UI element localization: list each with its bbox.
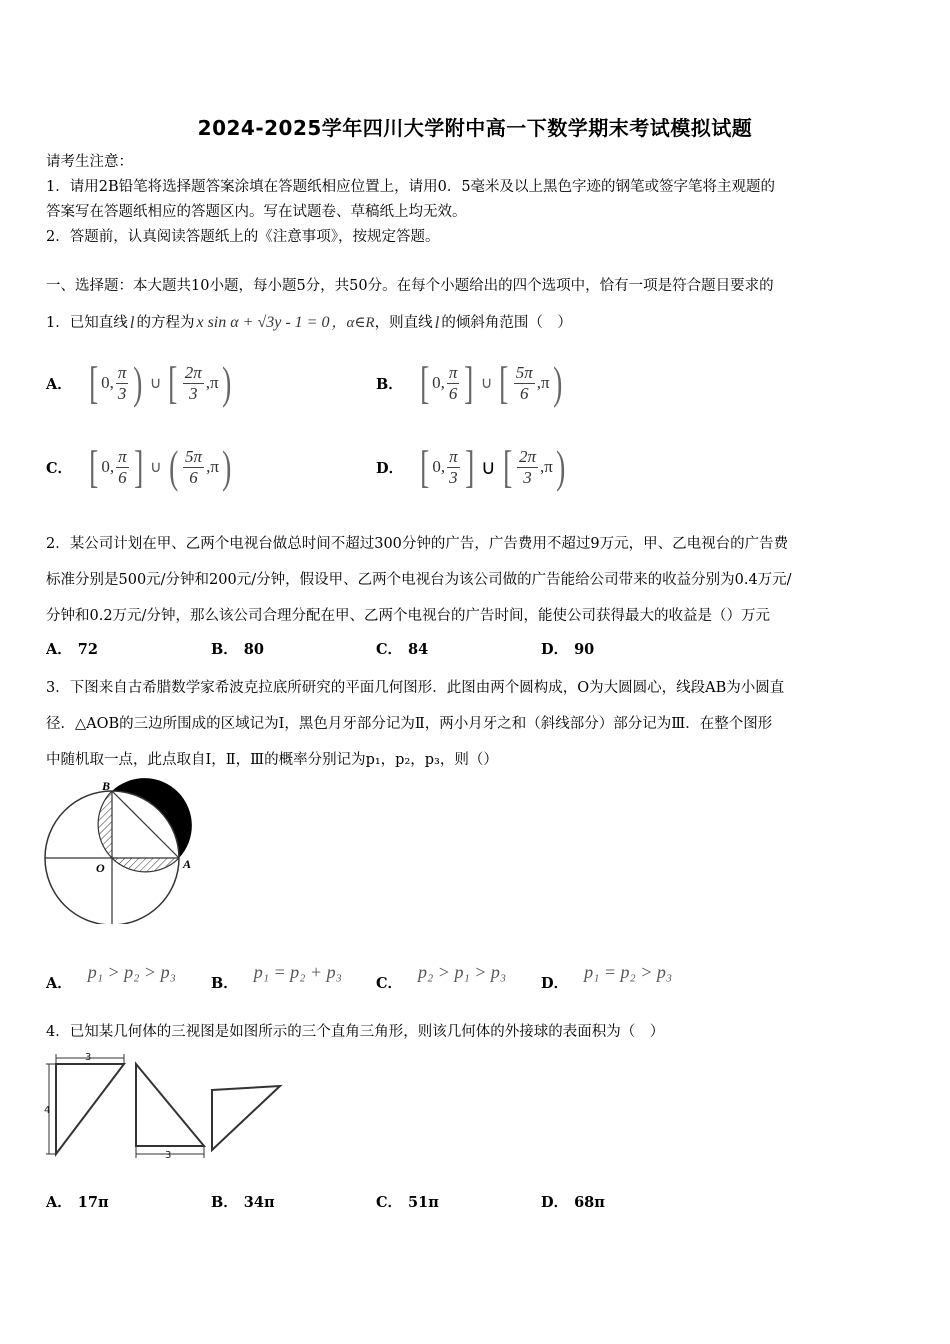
q2-option-b[interactable]: B． 80 [211,641,264,658]
q1-option-d[interactable] [376,441,568,492]
bracket: ) [552,357,562,408]
label-a: A [183,857,192,871]
fraction: $\frac{5\pi}{6}$ [515,362,533,403]
front-view [44,1052,124,1154]
q1-suffix: ，则直线 [374,315,433,331]
interval-end: ,π [540,457,553,476]
q2-option-c[interactable]: C． 84 [376,641,429,658]
hippocrates-figure [44,776,200,924]
dim-bottom: 3 [165,1150,172,1161]
q1-option-a[interactable] [46,357,234,408]
q3-option-d[interactable]: D． p₁ = p₂ > p₃ [541,962,673,992]
q3-line3: 中随机取一点，此点取自Ⅰ，Ⅱ，Ⅲ的概率分别记为p₁，p₂，p₃，则（） [46,752,498,768]
bracket: ] [464,441,474,492]
bracket: [ [420,441,430,492]
fraction: $\frac{5\pi}{6}$ [185,446,203,487]
side-view [136,1064,204,1161]
q1-line-l: l [129,313,135,332]
bracket: ( [168,441,178,492]
interval-start: 0, [101,373,114,392]
q4-option-a[interactable]: A． 17π [46,1194,109,1211]
hatched-lune-bottom [112,858,179,872]
q1-suffix2: 的倾斜角范围（ ） [441,315,572,331]
interval-start: 0, [432,373,445,392]
fraction: $\frac{\pi}{6}$ [448,362,458,403]
bracket: [ [88,357,99,408]
q3-line2: 径．△AOB的三边所围成的区域记为Ⅰ，黑色月牙部分记为Ⅱ，两小月牙之和（斜线部分）部分记为Ⅲ．在整个图形 [46,716,773,732]
fraction: $\frac{\pi}{3}$ [449,446,458,487]
hatched-lune-left [98,791,112,858]
bracket: [ [499,357,509,408]
interval-end: ,π [205,373,219,392]
bracket: ) [221,357,231,408]
union-symbol: ∪ [149,375,162,392]
q2-option-d[interactable]: D． 90 [541,641,595,658]
fraction: $\frac{2\pi}{3}$ [518,446,537,487]
bracket: [ [89,441,99,492]
fraction: $\frac{\pi}{3}$ [117,362,127,403]
q2-option-a[interactable]: A． 72 [46,641,98,658]
q2-line1: 2．某公司计划在甲、乙两个电视台做总时间不超过300分钟的广告，广告费用不超过9万元，甲、乙电视台的广告费 [46,536,789,552]
q3-line1: 3．下图来自古希腊数学家希波克拉底所研究的平面几何图形．此图由两个圆构成，O为大圆圆心，线段AB为小圆直 [46,680,785,696]
bracket: ] [464,357,474,408]
notice-line1b: 答案写在答题纸相应的答题区内。写在试题卷、草稿纸上均无效。 [46,204,467,220]
top-view [212,1086,280,1150]
q4-option-d[interactable]: D． 68π [541,1194,605,1211]
q4-line1: 4．已知某几何体的三视图是如图所示的三个直角三角形，则该几何体的外接球的表面积为（ ） [46,1024,665,1040]
union-symbol: ∪ [481,456,496,479]
q1-option-a-label: A． [46,375,72,393]
page-title: 2024-2025学年四川大学附中高一下数学期末考试模拟试题 [197,116,753,140]
q1-option-b[interactable] [376,357,565,408]
q1-option-d-label: D． [376,459,404,477]
fraction: $\frac{\pi}{6}$ [118,446,127,487]
interval-end: ,π [536,373,550,392]
dim-left: 4 [44,1105,51,1116]
dim-top: 3 [85,1052,92,1063]
question-1 [46,311,916,335]
interval-start: 0, [432,457,446,476]
q3-option-b[interactable]: B． p₁ = p₂ + p₃ [211,962,342,992]
q1-mid: 的方程为 [136,315,195,331]
union-symbol: ∪ [480,375,493,392]
notice-line1a: 1．请用2B铅笔将选择题答案涂填在答题纸相应位置上，请用0．5毫米及以上黑色字迹的钢笔或签字笔将主观题的 [46,179,776,195]
q1-option-c[interactable] [46,441,234,492]
interval-start: 0, [101,457,115,476]
label-o: O [96,861,105,875]
q1-prefix: 1．已知直线 [46,315,128,331]
three-views-figure [44,1050,284,1162]
q4-option-c[interactable]: C． 51π [376,1194,439,1211]
bracket: ) [221,441,232,492]
bracket: ] [133,441,143,492]
interval-end: ,π [206,457,219,476]
bracket: ) [555,441,566,492]
union-symbol: ∪ [149,459,162,476]
bracket: [ [419,357,430,408]
q1-option-c-label: C． [46,459,73,477]
bracket: [ [168,357,178,408]
q3-option-a[interactable]: A． p₁ > p₂ > p₃ [46,962,176,992]
notice-line2: 2．答题前，认真阅读答题纸上的《注意事项》，按规定答题。 [46,229,440,245]
q4-option-b[interactable]: B． 34π [211,1194,275,1211]
notice-heading: 请考生注意： [46,154,133,170]
q2-line2: 标准分别是500元/分钟和200元/分钟，假设甲、乙两个电视台为该公司做的广告能给公司带来的收益分别为0.4万元/ [46,572,792,588]
label-b: B [102,779,111,793]
q1-condition: ，α∈R [331,315,375,331]
q2-line3: 分钟和0.2万元/分钟，那么该公司合理分配在甲、乙两个电视台的广告时间，能使公司获得最大的收益是（）万元 [46,608,770,624]
q1-line-l2: l [434,313,440,332]
q1-equation: x sin α + √3y - 1 = 0 [196,314,330,331]
q3-option-c[interactable]: C． p₂ > p₁ > p₃ [376,962,507,992]
fraction: $\frac{2\pi}{3}$ [184,362,202,403]
section-heading: 一、选择题：本大题共10小题，每小题5分，共50分。在每个小题给出的四个选项中，恰有一项是符合题目要求的 [46,278,774,294]
bracket: [ [502,441,512,492]
bracket: ) [133,357,143,408]
q1-option-b-label: B． [376,375,403,393]
